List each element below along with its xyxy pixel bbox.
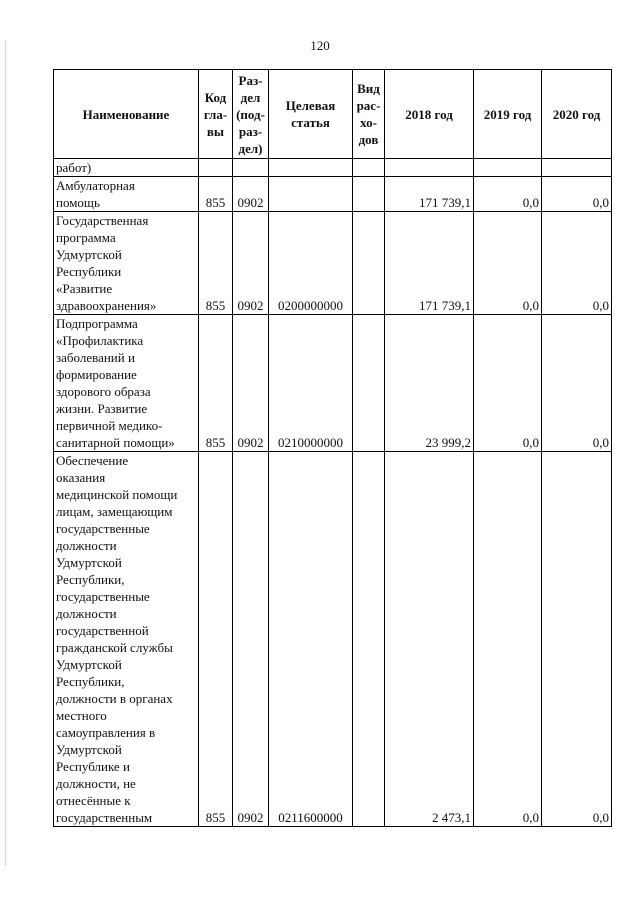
- row-2018: 2 473,1: [385, 452, 474, 827]
- row-code: 855: [199, 212, 233, 315]
- row-section: 0902: [233, 452, 269, 827]
- row-code: 855: [199, 315, 233, 452]
- row-section: 0902: [233, 212, 269, 315]
- row-2018: [385, 159, 474, 177]
- row-section: 0902: [233, 315, 269, 452]
- row-2019: [474, 159, 542, 177]
- row-code: 855: [199, 177, 233, 212]
- row-expense-type: [353, 177, 385, 212]
- row-2020: 0,0: [542, 212, 612, 315]
- page-number: 120: [310, 38, 330, 53]
- row-section: 0902: [233, 177, 269, 212]
- row-2019: 0,0: [474, 212, 542, 315]
- table-row: [54, 177, 612, 212]
- row-2018: 171 739,1: [385, 212, 474, 315]
- row-name: работ): [54, 159, 199, 177]
- row-2020: 0,0: [542, 452, 612, 827]
- row-name: Обеспечение оказания медицинской помощи лицам, замещающим государственные должности Удмуртской Республики, государственные должности государственной гражданской службы Удмуртской Республики, должности в органах местного самоуправления в Удмуртской Республике и должности, не отнесённые к государственным: [54, 452, 199, 827]
- row-expense-type: [353, 159, 385, 177]
- row-expense-type: [353, 452, 385, 827]
- header-2020: 2020 год: [542, 70, 612, 159]
- header-code: Код гла- вы: [199, 70, 233, 159]
- row-article: [269, 159, 353, 177]
- row-2020: 0,0: [542, 177, 612, 212]
- row-2018: 23 999,2: [385, 315, 474, 452]
- row-expense-type: [353, 212, 385, 315]
- margin-dotted-line: [5, 40, 7, 865]
- row-article: 0210000000: [269, 315, 353, 452]
- row-expense-type: [353, 315, 385, 452]
- table-row: [54, 159, 612, 177]
- header-section: Раз- дел (под- раз- дел): [233, 70, 269, 159]
- row-code: 855: [199, 452, 233, 827]
- row-article: [269, 177, 353, 212]
- row-2020: 0,0: [542, 315, 612, 452]
- row-code: [199, 159, 233, 177]
- header-name: Наименование: [54, 70, 199, 159]
- table-row: [54, 452, 612, 827]
- row-2020: [542, 159, 612, 177]
- row-2019: 0,0: [474, 315, 542, 452]
- budget-table: [53, 69, 612, 827]
- row-name: Амбулаторная помощь: [54, 177, 199, 212]
- row-name: Государственная программа Удмуртской Республики «Развитие здравоохранения»: [54, 212, 199, 315]
- header-2018: 2018 год: [385, 70, 474, 159]
- row-2019: 0,0: [474, 177, 542, 212]
- header-article: Целевая статья: [269, 70, 353, 159]
- row-article: 0200000000: [269, 212, 353, 315]
- table-row: [54, 315, 612, 452]
- table-header-row: [54, 70, 612, 159]
- header-2019: 2019 год: [474, 70, 542, 159]
- row-article: 0211600000: [269, 452, 353, 827]
- row-2018: 171 739,1: [385, 177, 474, 212]
- table-row: [54, 212, 612, 315]
- row-name: Подпрограмма «Профилактика заболеваний и формирование здорового образа жизни. Развитие первичной медико- санитарной помощи»: [54, 315, 199, 452]
- header-expense-type: Вид рас- хо- дов: [353, 70, 385, 159]
- row-2019: 0,0: [474, 452, 542, 827]
- row-section: [233, 159, 269, 177]
